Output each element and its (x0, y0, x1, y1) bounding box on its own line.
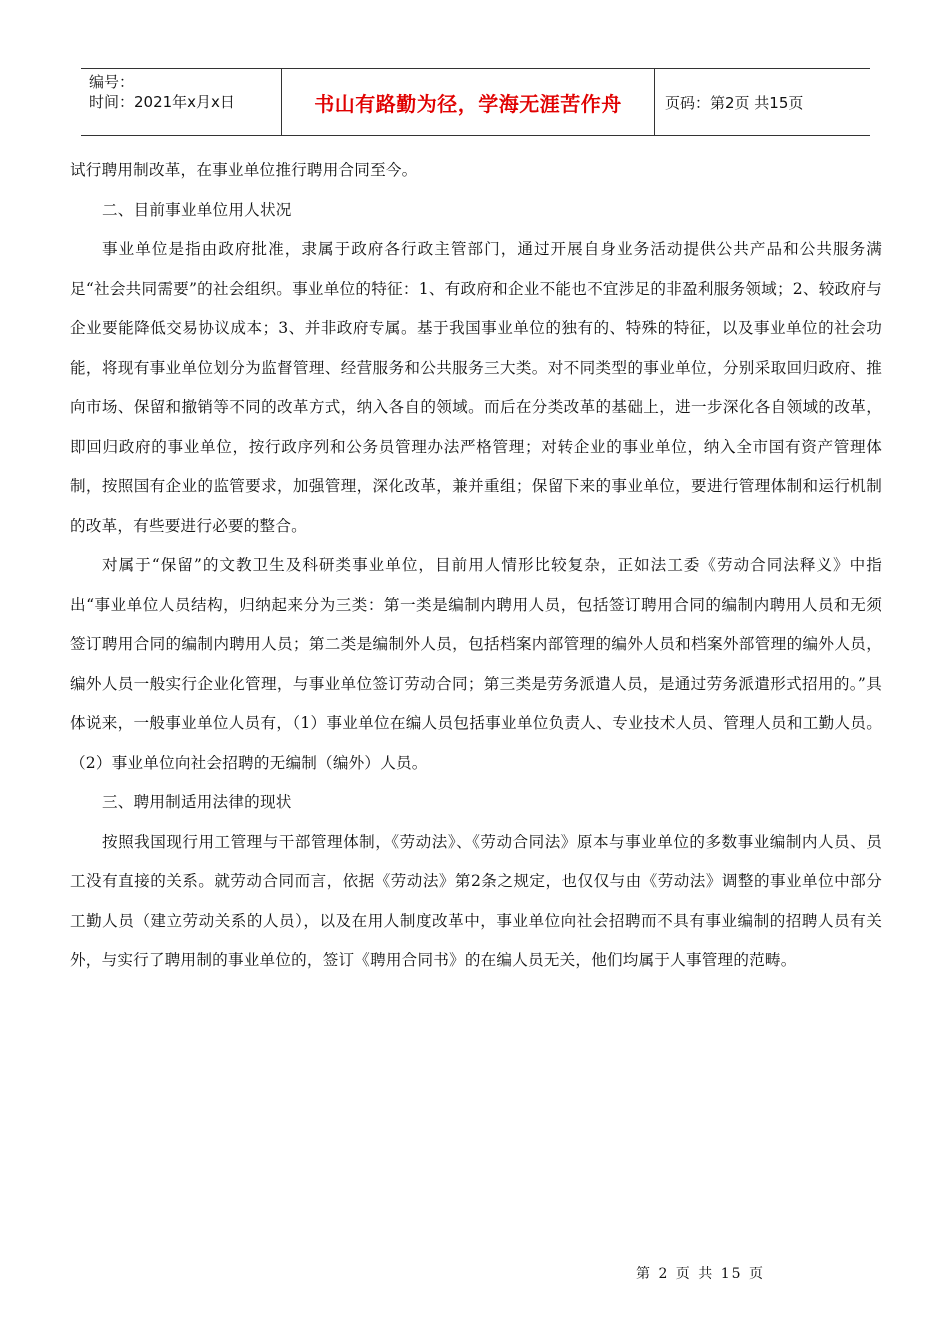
paragraph: 对属于“保留”的文教卫生及科研类事业单位，目前用人情形比较复杂，正如法工委《劳动合同法释义》中指出“事业单位人员结构，归纳起来分为三类：第一类是编制内聘用人员，包括签订聘用合同的编制内聘用人员和无须签订聘用合同的编制内聘用人员；第二类是编制外人员，包括档案内部管理的编外人员和档案外部管理的编外人员，编外人员一般实行企业化管理，与事业单位签订劳动合同；第三类是劳务派遣人员，是通过劳务派遣形式招用的。”具体说来，一般事业单位人员有，（1）事业单位在编人员包括事业单位负责人、专业技术人员、管理人员和工勤人员。（2）事业单位向社会招聘的无编制（编外）人员。 (70, 556, 882, 772)
header-meta (81, 69, 281, 135)
paragraph: 按照我国现行用工管理与干部管理体制，《劳动法》、《劳动合同法》原本与事业单位的多数事业编制内人员、员工没有直接的关系。就劳动合同而言，依据《劳动法》第2条之规定，也仅仅与由《劳动法》调整的事业单位中部分工勤人员（建立劳动关系的人员），以及在用人制度改革中，事业单位向社会招聘而不具有事业编制的招聘人员有关外，与实行了聘用制的事业单位的，签订《聘用合同书》的在编人员无关，他们均属于人事管理的范畴。 (70, 832, 882, 969)
header-motto: 书山有路勤为径，学海无涯苦作舟 (281, 69, 655, 135)
section-heading-2: 二、目前事业单位用人状况 (102, 200, 292, 219)
paragraph-continuation: 试行聘用制改革，在事业单位推行聘用合同至今。 (70, 161, 418, 179)
document-time-label: 时间：2021年x月x日 (89, 93, 235, 111)
header-page-info: 页码：第2页 共15页 (665, 93, 804, 112)
paragraph: 事业单位是指由政府批准，隶属于政府各行政主管部门，通过开展自身业务活动提供公共产品和公共服务满足“社会共同需要”的社会组织。事业单位的特征：1、有政府和企业不能也不宜涉足的非盈利服务领域；2、较政府与企业要能降低交易协议成本；3、并非政府专属。基于我国事业单位的独有的、特殊的特征，以及事业单位的社会功能，将现有事业单位划分为监督管理、经营服务和公共服务三大类。对不同类型的事业单位，分别采取回归政府、推向市场、保留和撤销等不同的改革方式，纳入各自的领域。而后在分类改革的基础上，进一步深化各自领域的改革，即回归政府的事业单位，按行政序列和公务员管理办法严格管理；对转企业的事业单位，纳入全市国有资产管理体制，按照国有企业的监管要求，加强管理，深化改革，兼并重组；保留下来的事业单位，要进行管理体制和运行机制的改革，有些要进行必要的整合。 (70, 240, 882, 535)
section-heading-3: 三、聘用制适用法律的现状 (102, 793, 292, 811)
page-footer: 第 2 页 共 15 页 (636, 1266, 765, 1282)
page-header (81, 68, 870, 136)
document-body (70, 151, 882, 981)
document-number-label: 编号： (89, 73, 135, 91)
